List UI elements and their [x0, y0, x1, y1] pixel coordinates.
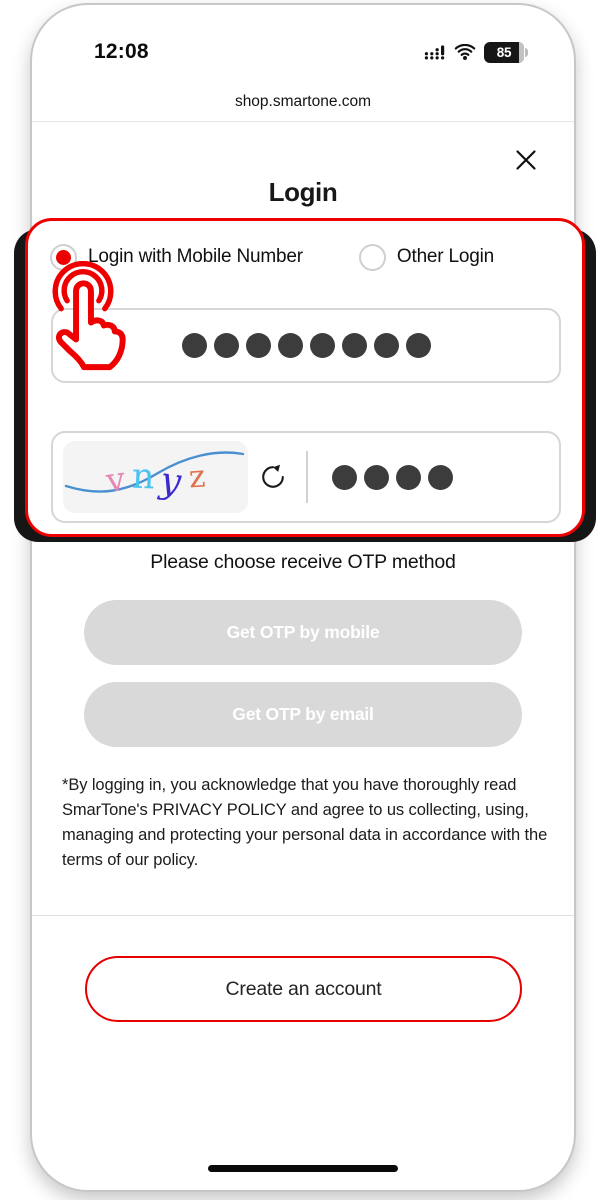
section-divider [32, 915, 574, 916]
masked-dot [396, 465, 421, 490]
login-highlight-box [25, 218, 585, 537]
password-masked-value [182, 333, 431, 358]
masked-dot [310, 333, 335, 358]
url-bar[interactable]: shop.smartone.com [234, 93, 372, 110]
captcha-letter: y [158, 459, 184, 504]
battery-level: 85 [496, 44, 512, 60]
status-bar [32, 37, 574, 67]
close-icon [514, 148, 538, 172]
masked-dot [246, 333, 271, 358]
get-otp-mobile-button[interactable]: Get OTP by mobile [84, 600, 522, 665]
masked-dot [332, 465, 357, 490]
captcha-input[interactable] [332, 465, 453, 490]
radio-other-login[interactable] [359, 244, 494, 271]
header-divider [32, 121, 574, 122]
refresh-captcha-icon[interactable] [260, 464, 286, 490]
masked-dot [214, 333, 239, 358]
close-button[interactable] [512, 146, 540, 174]
page-title: Login [268, 177, 338, 207]
masked-dot [278, 333, 303, 358]
captcha-letter: v [103, 458, 128, 500]
battery-icon [484, 42, 524, 63]
create-account-button[interactable]: Create an account [85, 956, 522, 1022]
captcha-field [51, 431, 561, 523]
masked-dot [406, 333, 431, 358]
wifi-icon [454, 44, 476, 60]
captcha-text [103, 456, 207, 504]
home-indicator[interactable] [208, 1165, 398, 1172]
radio-other-login-label: Other Login [396, 246, 494, 267]
masked-dot [374, 333, 399, 358]
privacy-note: *By logging in, you acknowledge that you have thoroughly read SmarTone's PRIVACY POLICY and agree to us collecting, using, managing and protecting your personal data in accordance with the terms of our policy. [62, 776, 548, 870]
status-time: 12:08 [94, 40, 149, 63]
cellular-signal-icon [424, 45, 446, 60]
otp-prompt: Please choose receive OTP method [150, 551, 456, 573]
get-otp-email-button[interactable]: Get OTP by email [84, 682, 522, 747]
tap-gesture-icon [32, 261, 134, 385]
radio-unselected-icon[interactable] [359, 244, 386, 271]
captcha-image [63, 441, 248, 513]
masked-dot [428, 465, 453, 490]
captcha-letter: n [131, 456, 155, 497]
captcha-divider [306, 451, 308, 503]
captcha-letter: z [187, 457, 207, 496]
masked-dot [182, 333, 207, 358]
masked-dot [342, 333, 367, 358]
phone-frame [30, 3, 576, 1192]
radio-login-mobile-label: Login with Mobile Number [88, 246, 303, 267]
masked-dot [364, 465, 389, 490]
